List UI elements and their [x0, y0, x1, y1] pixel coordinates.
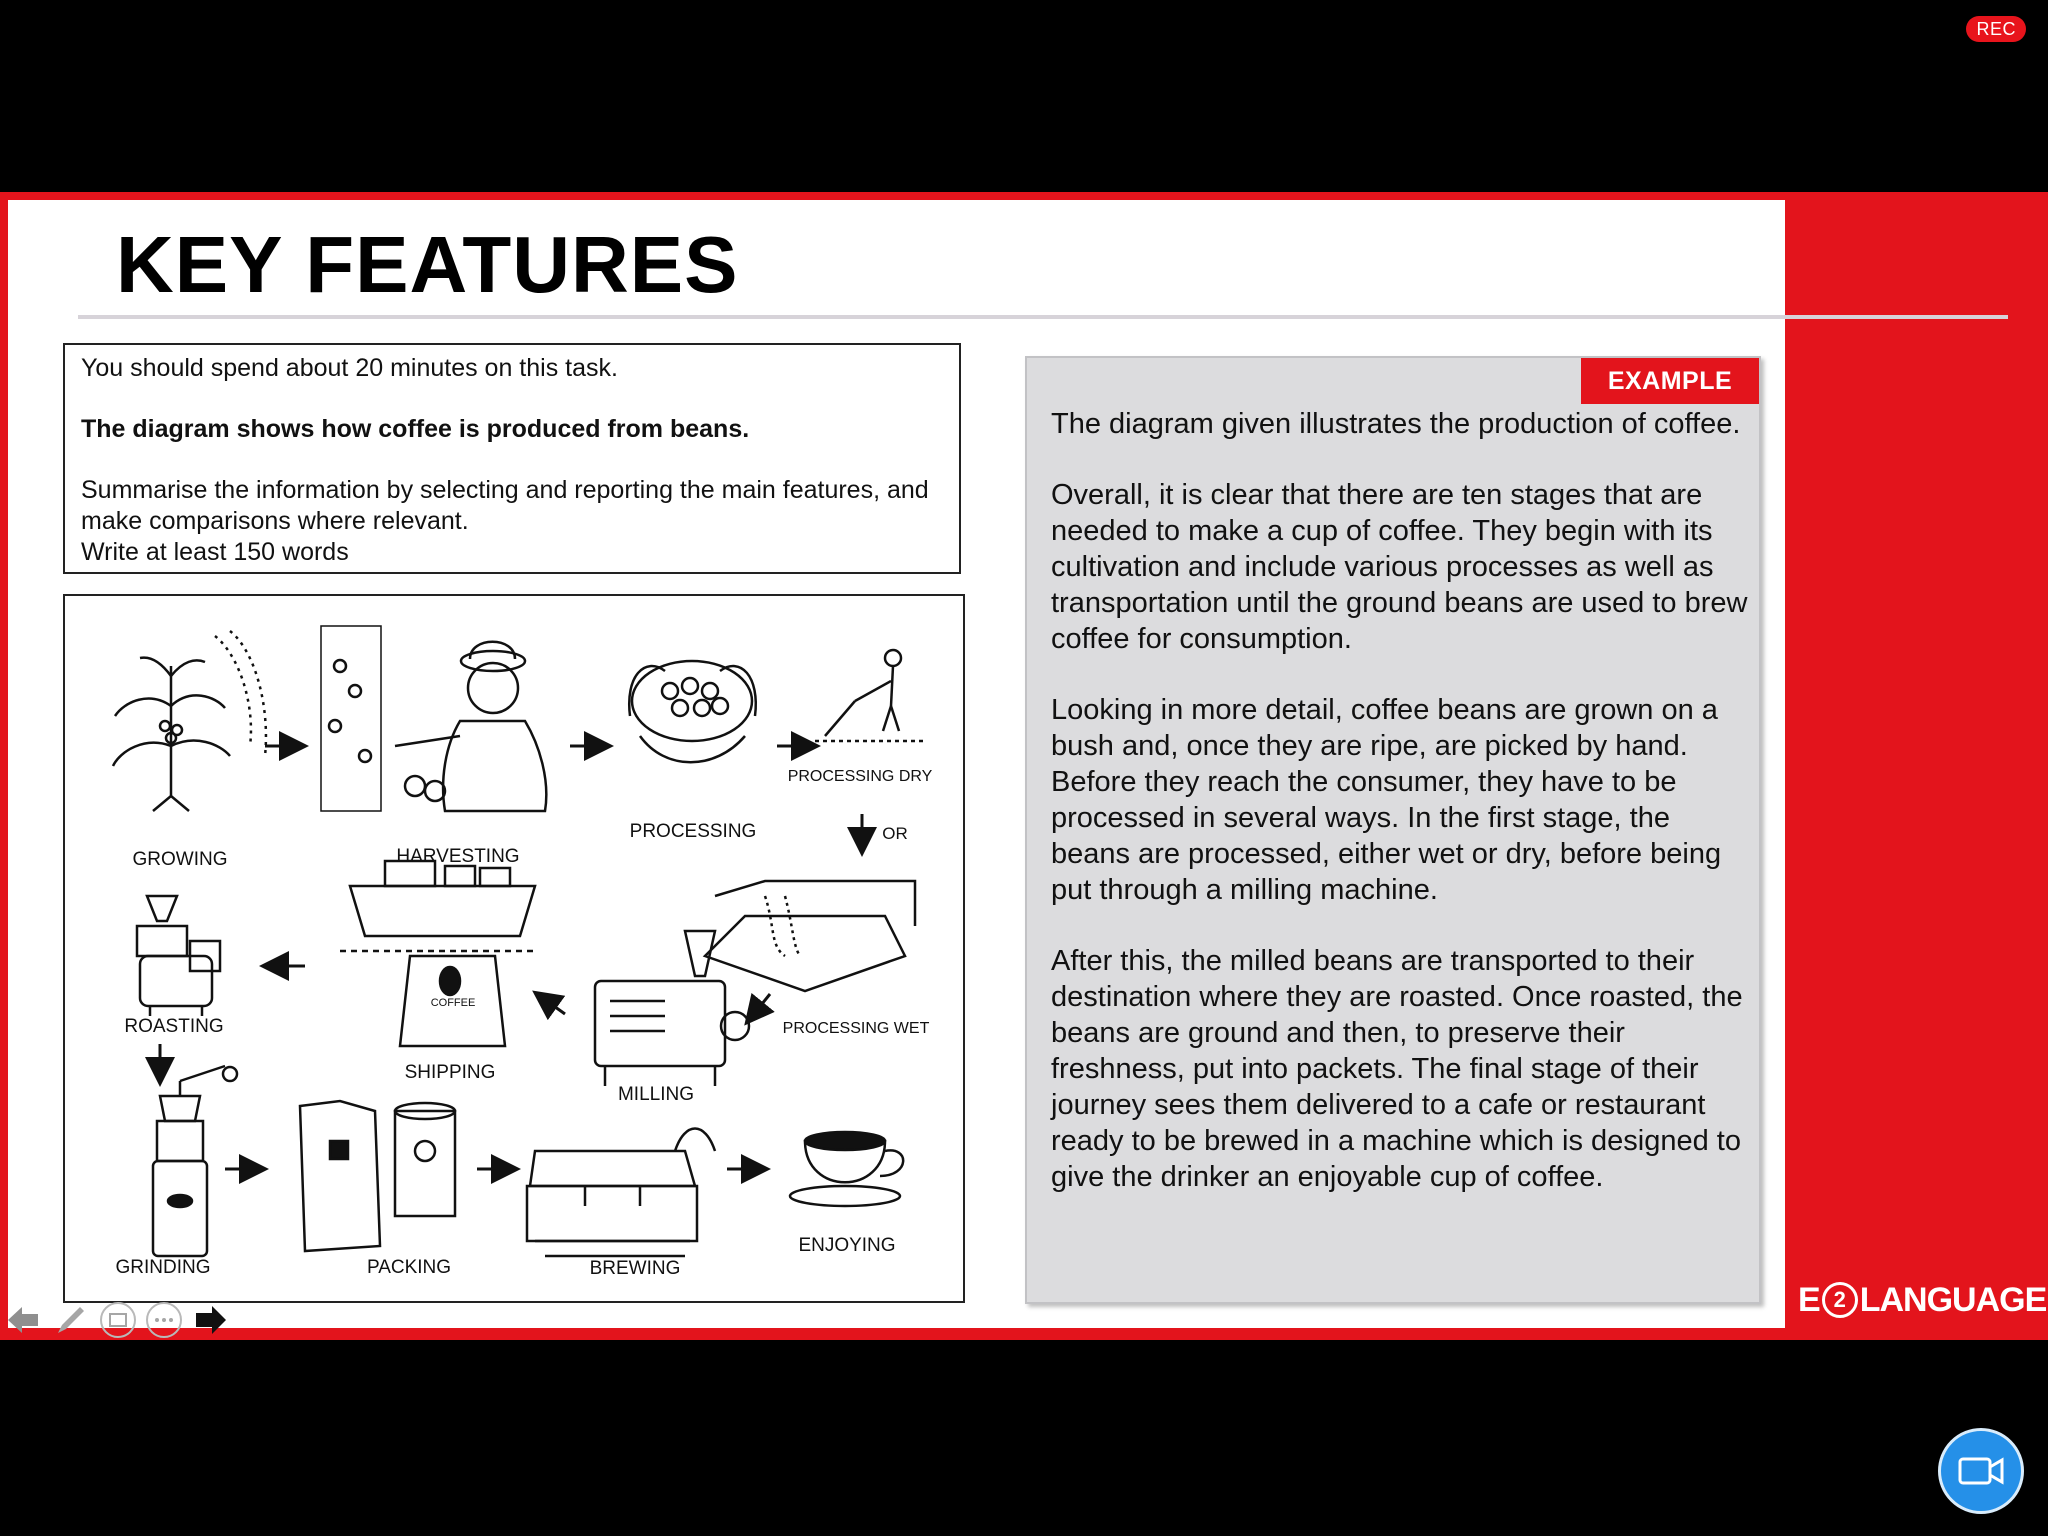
pointer-icon[interactable]: [192, 1301, 230, 1339]
enjoying-illustration: [790, 1132, 903, 1206]
task-summary-instruction: Summarise the information by selecting and reporting the main features, and make comparisons where relevant.: [81, 476, 929, 535]
roasting-illustration: [137, 896, 220, 1016]
example-paragraph: The diagram given illustrates the production of coffee.: [1051, 408, 1741, 440]
processing-dry-illustration: [815, 650, 925, 741]
recording-badge: REC: [1966, 16, 2026, 42]
title-divider: [78, 315, 2008, 319]
logo-suffix: LANGUAGE: [1859, 1280, 2047, 1319]
stage-label-processing: PROCESSING: [629, 821, 757, 842]
logo-mark: 2: [1822, 1282, 1858, 1318]
task-instructions-box: [63, 343, 961, 574]
slides-icon[interactable]: [100, 1302, 136, 1338]
coffee-process-diagram: [63, 594, 965, 1303]
stage-label-harvesting: HARVESTING: [396, 846, 520, 867]
pen-icon[interactable]: [52, 1301, 90, 1339]
example-paragraph: After this, the milled beans are transported to their destination where they are roasted. Once roasted, the beans are ground and then, to preserve their freshness, put into packets. The final stage of their journey sees them delivered to a cafe or restaurant ready to be brewed in a machine which is designed to give the drinker an enjoyable cup of coffee.: [1051, 945, 1743, 1193]
stage-label-brewing: BREWING: [589, 1258, 681, 1279]
processing-wet-illustration: [705, 881, 915, 991]
video-camera-icon: [1958, 1455, 2004, 1487]
harvesting-illustration: [321, 626, 546, 811]
example-paragraph: Overall, it is clear that there are ten stages that are needed to make a cup of coffee. They begin with its cultivation and include various processes as well as transportation until the ground beans are used to brew coffee for consumption.: [1051, 479, 1748, 655]
more-icon[interactable]: [146, 1302, 182, 1338]
stage-label-packing: PACKING: [366, 1257, 452, 1278]
task-word-count: Write at least 150 words: [81, 538, 349, 566]
example-text: [1051, 406, 1751, 1230]
stage-label-milling: MILLING: [617, 1084, 695, 1105]
presentation-toolbar: [4, 1300, 230, 1340]
stage-label-processing-dry: PROCESSING DRY: [787, 768, 933, 785]
e2language-logo: [1798, 1278, 2046, 1322]
shipping-illustration: [340, 861, 535, 1046]
stage-label-roasting: ROASTING: [124, 1016, 224, 1037]
example-answer-panel: [1025, 356, 1761, 1304]
stage-label-shipping: SHIPPING: [404, 1062, 496, 1083]
brewing-illustration: [527, 1129, 715, 1257]
back-arrow-icon[interactable]: [4, 1301, 42, 1339]
example-paragraph: Looking in more detail, coffee beans are grown on a bush and, once they are ripe, are picked by hand. Before they reach the consumer, they have to be processed in several ways. In the first stage, the beans are processed, either wet or dry, before being put through a milling machine.: [1051, 694, 1722, 906]
packing-illustration: [300, 1101, 455, 1251]
milling-illustration: [595, 931, 749, 1086]
task-time-text: You should spend about 20 minutes on this task.: [81, 354, 618, 382]
logo-prefix: E: [1798, 1280, 1820, 1319]
task-prompt-text: The diagram shows how coffee is produced from beans.: [81, 415, 750, 443]
processing-illustration: [629, 661, 756, 762]
stage-label-processing-wet: PROCESSING WET: [782, 1020, 930, 1037]
process-arrows: [160, 746, 862, 1169]
stage-label-growing: GROWING: [132, 849, 228, 870]
diagram-illustrations: [65, 596, 963, 1301]
video-camera-button[interactable]: [1938, 1428, 2024, 1514]
growing-plant-illustration: [113, 631, 266, 811]
grinding-illustration: [153, 1066, 237, 1256]
stage-label-grinding: GRINDING: [115, 1257, 211, 1278]
stage-label-enjoying: ENJOYING: [798, 1235, 896, 1256]
example-tag: EXAMPLE: [1581, 358, 1759, 404]
stage-label-or: OR: [882, 824, 908, 843]
slide-title: KEY FEATURES: [116, 220, 739, 309]
coffee-bag-label: COFFEE: [430, 997, 476, 1009]
